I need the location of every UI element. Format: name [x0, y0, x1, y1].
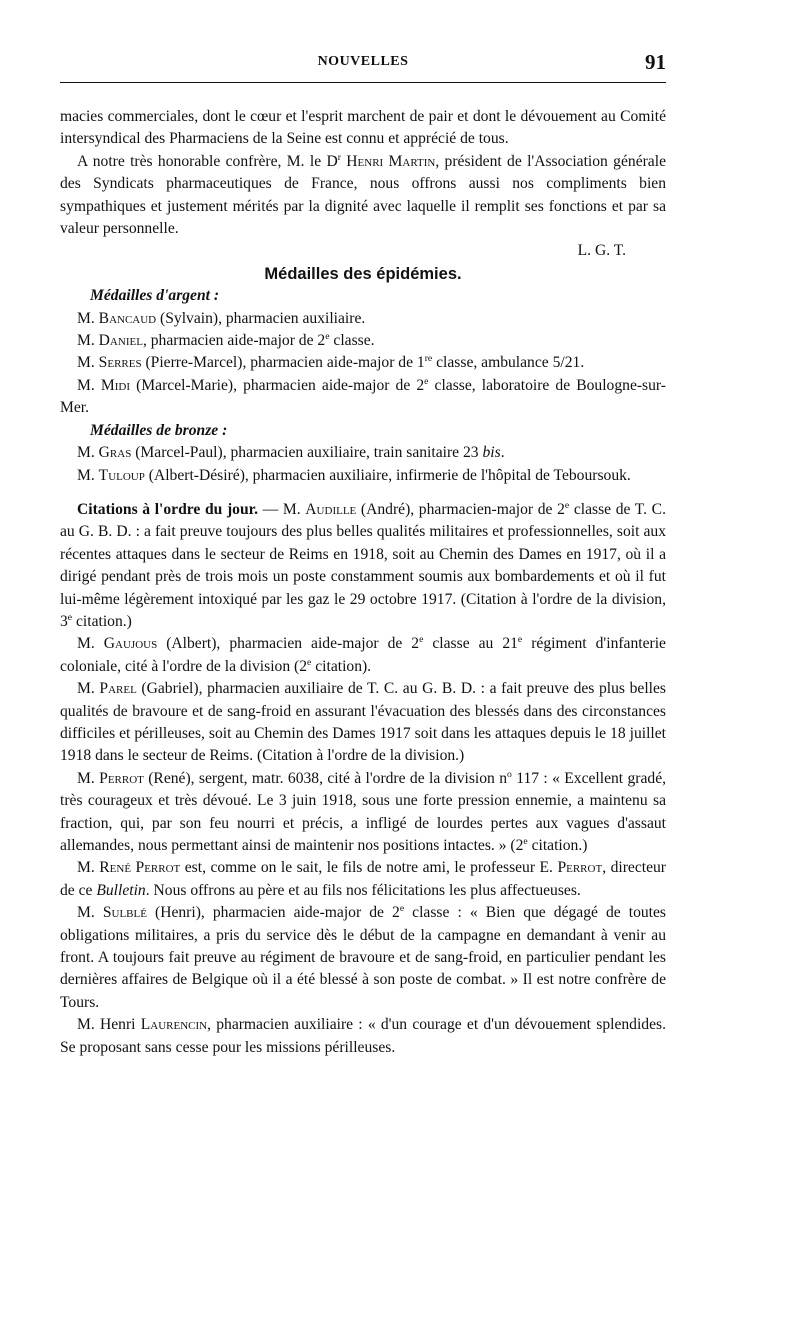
paragraph-citation-sulble: M. Sulblé (Henri), pharmacien aide-major de 2e classe : « Bien que dégagé de toutes obligations militaires, a pris du service dès le début de la campagne en demandant à venir au front. A toujours fait preuve au régiment de bravoure et de sang-froid, en particulier pendant les dernières affaires de Belgique où il a été blessé à son poste de combat. » Il est notre confrère de Tours. — [60, 903, 666, 1011]
subheading-argent: Médailles d'argent : — [90, 287, 220, 305]
person-name: Henri Martin — [346, 152, 436, 170]
person-name: René Perrot — [99, 859, 181, 877]
person-name: Gras — [98, 444, 132, 462]
person-name: Tuloup — [98, 466, 145, 484]
section-heading-medailles: Médailles des épidémies. — [264, 264, 462, 283]
list-item: M. Daniel, pharmacien aide-major de 2e classe. — [77, 330, 375, 350]
page-number: 91 — [645, 50, 666, 74]
person-name: Audille — [305, 500, 357, 518]
paragraph-citation-audille: Citations à l'ordre du jour. — M. Audille (André), pharmacien-major de 2e classe de T. C. au G. B. D. : a fait preuve toujours des plus belles qualités militaires et professionnelles, soit aux récentes attaques dans le secteur de Reims en 1918, soit au Chemin des Dames en 1917, où il a dirigé pendant près de trois mois un poste constamment soumis aux bombardements et où il fut lui-même légèrement intoxiqué par les gaz le 29 octobre 1917. (Citation à l'ordre de la division, 3e citation.) — [60, 499, 666, 630]
person-name: Daniel — [98, 332, 143, 350]
paragraph-citation-gaujous: M. Gaujous (Albert), pharmacien aide-major de 2e classe au 21e régiment d'infanterie coloniale, cité à l'ordre de la division (2e citation). — [60, 634, 666, 675]
person-name: Perrot — [99, 769, 144, 787]
person-name: Parel — [99, 680, 137, 698]
person-name: Laurencin — [140, 1016, 208, 1034]
person-name: Gaujous — [103, 635, 158, 653]
person-name: Serres — [98, 354, 142, 372]
paragraph-continuation: macies commerciales, dont le cœur et l'esprit marchent de pair et dont le dévouement au Comité intersyndical des Pharmaciens de la Seine est connu et apprécié de tous. — [60, 108, 666, 148]
subheading-bronze: Médailles de bronze : — [90, 421, 228, 439]
paragraph-citation-laurencin: M. Henri Laurencin, pharmacien auxiliaire : « d'un courage et d'un dévouement splendides. Se proposant sans cesse pour les missions périlleuses. — [60, 1016, 666, 1056]
article-body — [60, 106, 666, 1059]
paragraph-martin: A notre très honorable confrère, M. le $D^r$ Henri Martin, président de l'Association générale des Syndicats pharmaceutiques de France, nous offrons aussi nos compliments bien sympathiques et justement mérités par la dignité avec laquelle il remplit ses fonctions et par sa valeur personnelle. — [60, 151, 666, 238]
paragraph-citation-perrot: M. Perrot (René), sergent, matr. 6038, cité à l'ordre de la division $n^o$ 117 : « Excellent gradé, très courageux et très dévoué. Le 3 juin 1918, sous une forte pression ennemie, a maintenu sa fraction, qui, par son feu nourri et précis, a infligé de lourdes pertes aux vagues d'assaut allemandes, nous permettant ainsi de maintenir nos positions intactes. » (2e citation.) — [60, 768, 667, 854]
person-name: Sulblé — [102, 904, 147, 922]
person-name: Midi — [100, 376, 131, 394]
paragraph-citation-parel: M. Parel (Gabriel), pharmacien auxiliaire de T. C. au G. B. D. : a fait preuve des plus belles qualités de bravoure et de sang-froid en assurant l'évacuation des blessés dans des circonstances difficiles et périlleuses, soit au Chemin des Dames 1917 soit dans les attaques depuis le 18 juillet 1918 dans le secteur de Reims. (Citation à l'ordre de la division.) — [60, 680, 666, 765]
list-item: M. Serres (Pierre-Marcel), pharmacien aide-major de 1re classe, ambulance 5/21. — [77, 353, 585, 372]
list-item: M. Tuloup (Albert-Désiré), pharmacien auxiliaire, infirmerie de l'hôpital de Teboursouk. — [77, 466, 631, 484]
signature: L. G. T. — [577, 242, 626, 260]
page-header — [60, 50, 666, 80]
list-item: M. Gras (Marcel-Paul), pharmacien auxiliaire, train sanitaire 23 bis. — [77, 444, 505, 462]
person-name: Bancaud — [98, 309, 157, 327]
header-rule — [60, 82, 666, 83]
person-name: Perrot — [557, 859, 603, 877]
paragraph-rene-perrot: M. René Perrot est, comme on le sait, le fils de notre ami, le professeur E. Perrot, directeur de ce Bulletin. Nous offrons au père et au fils nos félicitations les plus affectueuses. — [60, 859, 666, 899]
running-title: NOUVELLES — [317, 54, 409, 69]
list-item: M. Bancaud (Sylvain), pharmacien auxiliaire. — [77, 309, 366, 327]
list-item: M. Midi (Marcel-Marie), pharmacien aide-major de 2e classe, laboratoire de Boulogne-sur-Mer. — [60, 375, 666, 417]
section-heading-citations: Citations à l'ordre du jour. — [77, 500, 259, 518]
